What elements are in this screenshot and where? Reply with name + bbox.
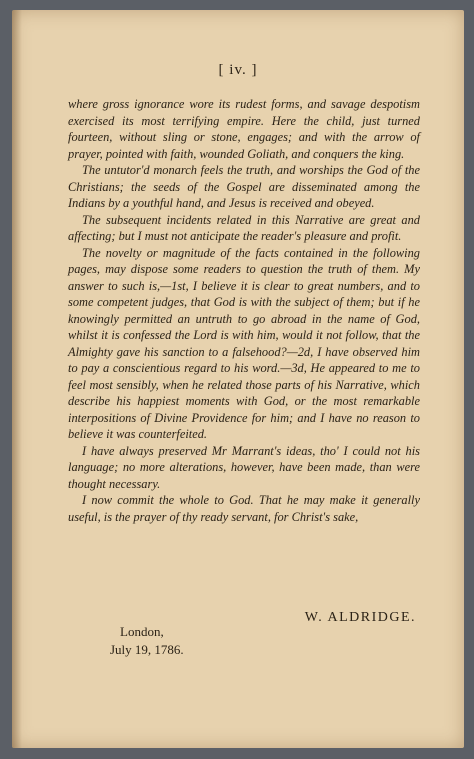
paragraph-2: The untutor'd monarch feels the truth, and worships the God of the Christians; the seeds of the Gospel are disseminated among the Indians by a youthful hand, and Jesus is received and obeyed.	[68, 163, 420, 210]
date-line: July 19, 1786.	[110, 642, 184, 657]
paragraph-5: I have always preserved Mr Marrant's ideas, tho' I could not his language; no more alterations, however, have been made, than were thought necessary.	[68, 443, 420, 491]
paragraph-6: I now commit the whole to God. That he may make it generally useful, is the prayer of thy ready servant, for Christ's sake,	[68, 493, 420, 524]
spine-shadow	[12, 10, 22, 748]
paragraph-3: The subsequent incidents related in this Narrative are great and affecting; but I must not anticipate the reader's pleasure and profit.	[68, 212, 420, 243]
place-line: London,	[120, 624, 164, 639]
paragraph-1: where gross ignorance wore its rudest forms, and savage despotism exercised its most terrifying empire. Here the child, just turned fourteen, without sling or stone, engages; and with the arrow of prayer, pointed with faith, wounded Goliath, and conquers the king.	[68, 97, 420, 161]
body-text	[68, 96, 420, 525]
signature: W. ALDRIDGE.	[304, 610, 416, 625]
book-page	[12, 10, 464, 748]
paragraph-4: The novelty or magnitude of the facts contained in the following pages, may dispose some readers to question the truth of them. My answer to such is,—1st, I believe it is clear to great numbers, and to some competent judges, that God is with the subject of them; but if he knowingly permitted an untruth to go abroad in the name of God, whilst it is confessed the Lord is with him, would it not follow, that the Almighty gave his sanction to a falsehood?—2d, I have observed him to pay a conscientious regard to his word.—3d, He appeared to me to feel most sensibly, when he related those parts of his Narrative, which describe his happiest moments with God, or the most remarkable interpositions of Divine Providence for him; and I have no reason to believe it was counterfeited.	[68, 245, 420, 441]
page-number: [ iv. ]	[218, 62, 258, 78]
